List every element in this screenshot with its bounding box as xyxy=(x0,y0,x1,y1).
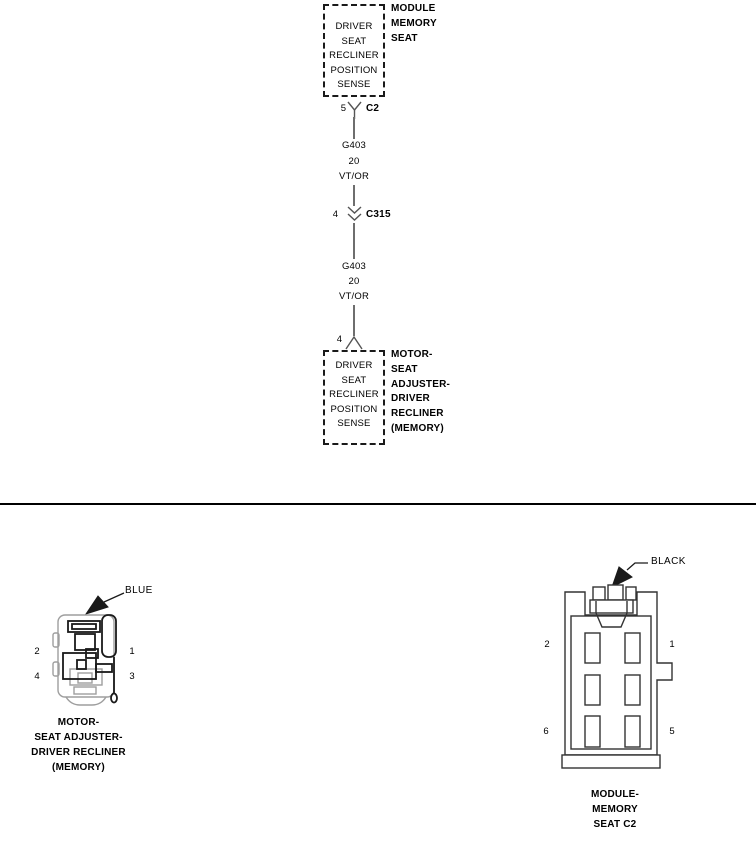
connector-c2-label: C2 xyxy=(366,103,380,114)
wire-segment xyxy=(353,223,355,259)
motor-component-box xyxy=(323,350,385,445)
motor-box-line: POSITION xyxy=(330,403,378,415)
motor-box-text xyxy=(325,359,383,432)
module-box-line: SEAT xyxy=(341,35,367,47)
wire-circuit-number: G403 xyxy=(341,140,367,151)
wire-circuit-number: G403 xyxy=(341,261,367,272)
motor-pin-2-label: 2 xyxy=(34,646,40,657)
module-connector-caption xyxy=(555,787,675,832)
motor-name-line: RECLINER xyxy=(391,408,444,420)
motor-name-line: ADJUSTER- xyxy=(391,378,451,390)
motor-pin-number: 4 xyxy=(336,334,342,345)
motor-connector-drawing xyxy=(48,607,130,707)
connector-entry-icon xyxy=(345,335,363,351)
module-box-line: SENSE xyxy=(337,79,371,91)
module-name-line: SEAT xyxy=(391,32,418,44)
module-pin-5-label: 5 xyxy=(669,726,675,737)
wire-gauge: 20 xyxy=(348,276,360,287)
module-component-box xyxy=(323,4,385,97)
motor-pin-1-label: 1 xyxy=(129,646,135,657)
wire-segment xyxy=(353,305,355,336)
section-divider xyxy=(0,503,756,505)
module-box-line: POSITION xyxy=(330,64,378,76)
motor-box-line: RECLINER xyxy=(329,389,379,401)
motor-name-line: (MEMORY) xyxy=(391,422,444,434)
module-connector-color-label: BLACK xyxy=(651,556,686,567)
wire-segment xyxy=(353,117,355,139)
module-name-label xyxy=(391,2,437,46)
module-caption-line: MODULE- xyxy=(590,789,640,800)
module-connector-drawing xyxy=(558,583,678,775)
module-pin-2-label: 2 xyxy=(544,639,550,650)
motor-box-line: DRIVER xyxy=(335,360,373,371)
module-name-line: MEMORY xyxy=(391,17,437,29)
module-name-line: MODULE xyxy=(391,3,436,14)
motor-name-label xyxy=(391,348,450,437)
motor-name-line: DRIVER xyxy=(391,393,430,405)
motor-name-line: SEAT xyxy=(391,363,418,375)
inline-connector-icon xyxy=(346,205,363,224)
connector-y-icon xyxy=(346,100,363,119)
module-box-line: RECLINER xyxy=(329,50,379,62)
module-pin-1-label: 1 xyxy=(669,639,675,650)
module-pin-6-label: 6 xyxy=(543,726,549,737)
motor-caption-line: (MEMORY) xyxy=(52,762,105,773)
module-box-text xyxy=(325,20,383,93)
module-box-line: DRIVER xyxy=(335,21,373,32)
motor-caption-line: MOTOR- xyxy=(57,717,100,728)
connector-c315-label: C315 xyxy=(366,209,391,220)
motor-name-line: MOTOR- xyxy=(391,349,433,360)
inline-connector-pin-number: 4 xyxy=(332,209,338,220)
wire-color-code: VT/OR xyxy=(338,291,370,302)
module-pin-number: 5 xyxy=(340,103,346,114)
motor-box-line: SENSE xyxy=(337,418,371,430)
motor-connector-caption xyxy=(16,715,141,775)
motor-pin-4-label: 4 xyxy=(34,671,40,682)
motor-caption-line: DRIVER RECLINER xyxy=(31,747,126,758)
wire-color-code: VT/OR xyxy=(338,171,370,182)
wire-segment xyxy=(353,185,355,206)
motor-box-line: SEAT xyxy=(341,374,367,386)
module-caption-line: SEAT C2 xyxy=(593,819,637,830)
wire-gauge: 20 xyxy=(348,156,360,167)
motor-caption-line: SEAT ADJUSTER- xyxy=(34,732,123,743)
module-caption-line: MEMORY xyxy=(592,804,638,815)
motor-connector-color-label: BLUE xyxy=(125,585,153,596)
motor-pin-3-label: 3 xyxy=(129,671,135,682)
